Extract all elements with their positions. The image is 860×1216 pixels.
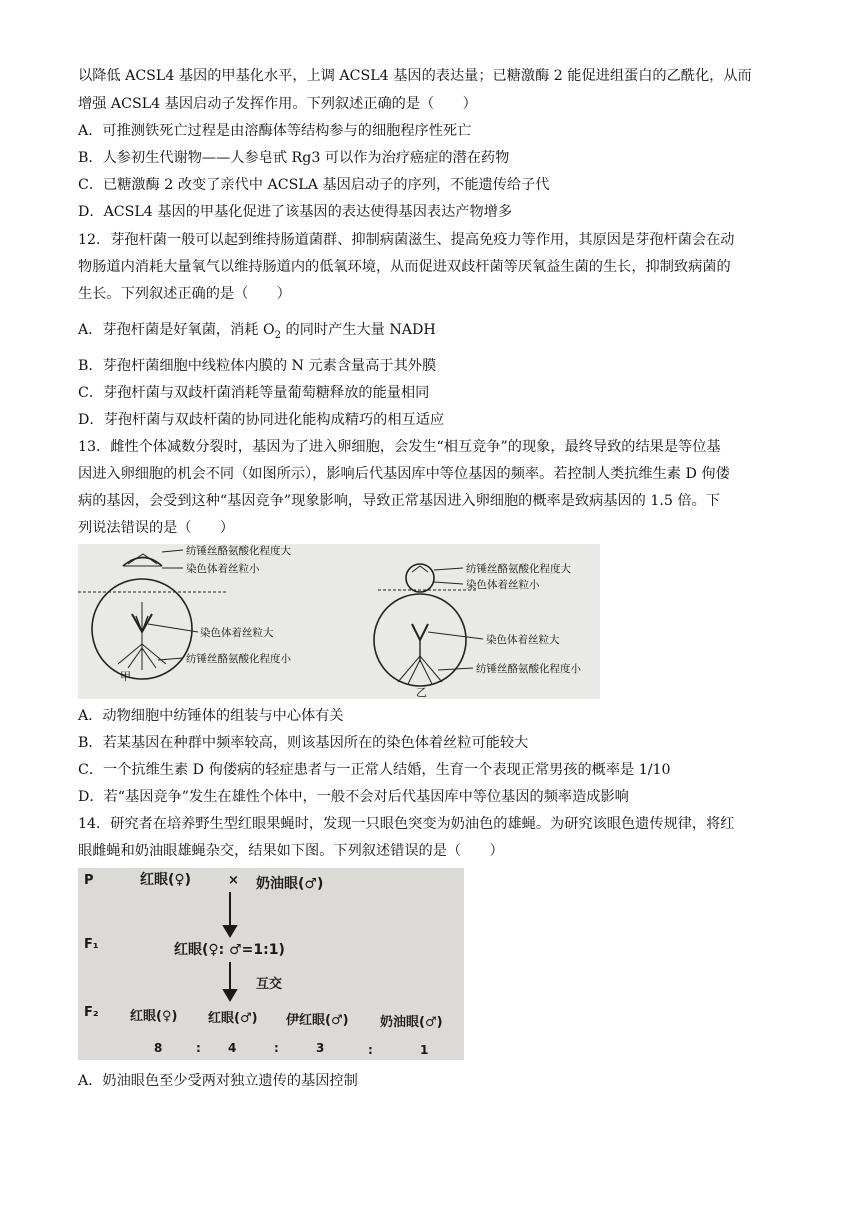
- ratio-colon-2: :: [274, 1041, 279, 1055]
- p-male: 奶油眼(♂): [256, 876, 324, 892]
- yi-label-centromere-large: 染色体着丝粒大: [486, 634, 560, 646]
- meiosis-figure: [78, 544, 600, 699]
- q13-text-line-2: 因进入卵细胞的机会不同（如图所示），影响后代基因库中等位基因的频率。若控制人类抗维生素 D 佝偻: [78, 466, 730, 482]
- yi-label-spindle-high: 纺锤丝酪氨酸化程度大: [466, 563, 571, 575]
- q13-text-line-1: 13．雌性个体减数分裂时，基因为了进入卵细胞，会发生“相互竞争”的现象，最终导致的结果是等位基: [78, 439, 721, 455]
- cross-diagram: [78, 868, 464, 1060]
- f2-generation-label: F₂: [84, 1005, 99, 1020]
- jia-caption: 甲: [120, 670, 131, 683]
- q11-option-b: B．人参初生代谢物——人参皂甙 Rg3 可以作为治疗癌症的潜在药物: [78, 150, 510, 166]
- p-generation-label: P: [84, 873, 94, 888]
- cross-figure: [78, 868, 464, 1060]
- q13-option-b: B．若某基因在种群中频率较高，则该基因所在的染色体着丝粒可能较大: [78, 735, 529, 751]
- q12-option-c: C．芽孢杆菌与双歧杆菌消耗等量葡萄糖释放的能量相同: [78, 385, 430, 401]
- p-female: 红眼(♀): [140, 872, 192, 888]
- q13-option-c: C．一个抗维生素 D 佝偻病的轻症患者与一正常人结婚，生育一个表现正常男孩的概率是 1/10: [78, 762, 671, 778]
- jia-label-centromere-large: 染色体着丝粒大: [200, 627, 274, 639]
- ratio-8: 8: [154, 1041, 163, 1055]
- cross-symbol: ×: [228, 873, 239, 888]
- q11-option-a: A．可推测铁死亡过程是由溶酶体等结构参与的细胞程序性死亡: [78, 123, 472, 139]
- q11-option-c: C．已糖激酶 2 改变了亲代中 ACSLA 基因启动子的序列，不能遗传给子代: [78, 177, 550, 193]
- q12-option-d: D．芽孢杆菌与双歧杆菌的协同进化能构成精巧的相互适应: [78, 412, 445, 428]
- q12-text-line-2: 物肠道内消耗大量氧气以维持肠道内的低氧环境，从而促进双歧杆菌等厌氧益生菌的生长，抑制致病菌的: [78, 259, 731, 275]
- jia-label-centromere-small: 染色体着丝粒小: [186, 563, 260, 575]
- q12-option-a-post: 的同时产生大量 NADH: [281, 322, 436, 338]
- f1-to-f2-arrowhead: [224, 990, 236, 1000]
- q12-option-a: [78, 320, 436, 346]
- f2-red-male: 红眼(♂): [208, 1011, 258, 1026]
- q13-option-d: D．若“基因竞争”发生在雄性个体中，一般不会对后代基因库中等位基因的频率造成影响: [78, 789, 629, 805]
- q13-text-line-3: 病的基因，会受到这种“基因竞争”现象影响，导致正常基因进入卵细胞的概率是致病基因的 1.5 倍。下: [78, 493, 720, 509]
- meiosis-diagram: [78, 544, 600, 699]
- ratio-1: 1: [420, 1043, 429, 1057]
- p-to-f1-arrowhead: [224, 926, 236, 936]
- f1-generation-label: F₁: [84, 937, 99, 952]
- ratio-colon-3: :: [368, 1043, 373, 1057]
- intercross-label: 互交: [256, 977, 283, 992]
- ratio-colon-1: :: [196, 1041, 201, 1055]
- yi-label-centromere-small: 染色体着丝粒小: [466, 579, 540, 591]
- q12-text-line-1: 12．芽孢杆菌一般可以起到维持肠道菌群、抑制病菌滋生、提高免疫力等作用，其原因是芽孢杆菌会在动: [78, 232, 735, 248]
- q12-text-line-3: 生长。下列叙述正确的是（ ）: [78, 286, 291, 302]
- q14-text-line-1: 14．研究者在培养野生型红眼果蝇时，发现一只眼色突变为奶油色的雄蝇。为研究该眼色遗传规律，将红: [78, 816, 735, 832]
- q13-option-a: A．动物细胞中纺锤体的组装与中心体有关: [78, 708, 344, 724]
- f2-eosin-male: 伊红眼(♂): [286, 1013, 349, 1028]
- q14-text-line-2: 眼雌蝇和奶油眼雄蝇杂交，结果如下图。下列叙述错误的是（ ）: [78, 843, 504, 859]
- ratio-3: 3: [316, 1041, 325, 1055]
- f1-result: 红眼(♀: ♂=1:1): [174, 942, 285, 958]
- f2-cream-male: 奶油眼(♂): [380, 1015, 443, 1030]
- jia-label-spindle-high: 纺锤丝酪氨酸化程度大: [186, 545, 291, 557]
- jia-label-spindle-low: 纺锤丝酪氨酸化程度小: [186, 653, 291, 665]
- q11-text-line-2: 增强 ACSL4 基因启动子发挥作用。下列叙述正确的是（ ）: [78, 96, 477, 112]
- ratio-4: 4: [228, 1041, 237, 1055]
- q12-option-b: B．芽孢杆菌细胞中线粒体内膜的 N 元素含量高于其外膜: [78, 358, 437, 374]
- yi-caption: 乙: [416, 686, 427, 699]
- q12-option-a-pre: A．芽孢杆菌是好氧菌，消耗 O: [78, 322, 275, 338]
- q12-option-a-sub: 2: [274, 329, 282, 341]
- yi-label-spindle-low: 纺锤丝酪氨酸化程度小: [476, 663, 581, 675]
- q14-option-a: A．奶油眼色至少受两对独立遗传的基因控制: [78, 1073, 358, 1089]
- q13-text-line-4: 列说法错误的是（ ）: [78, 520, 235, 536]
- f2-red-female: 红眼(♀): [130, 1009, 178, 1024]
- q11-text-line-1: 以降低 ACSL4 基因的甲基化水平，上调 ACSL4 基因的表达量；已糖激酶 2 能促进组蛋白的乙酰化，从而: [78, 68, 752, 84]
- q11-option-d: D．ACSL4 基因的甲基化促进了该基因的表达使得基因表达产物增多: [78, 204, 513, 220]
